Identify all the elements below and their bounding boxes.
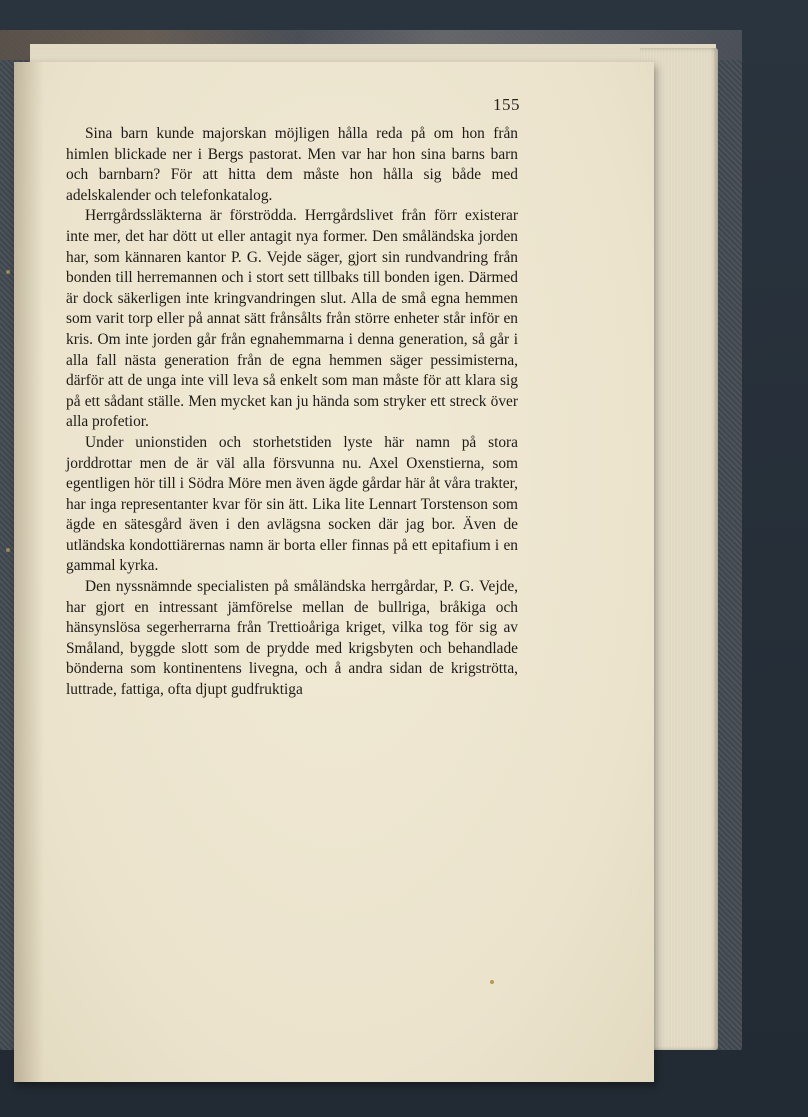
margin-mark <box>6 270 10 274</box>
page-number: 155 <box>493 95 520 114</box>
paragraph: Sina barn kunde majorskan möjligen hålla reda på om hon från himlen blickade ner i Bergs pastorat. Men var har hon sina barns barn och barnbarn? För att hitta dem måste hon hålla sig både med adelskalender och telefonkatalog. <box>66 125 518 204</box>
body-text <box>66 124 518 701</box>
paragraph: Den nyssnämnde specialisten på småländska herrgårdar, P. G. Vejde, har gjort en intressant jämförelse mellan de bullriga, bråkiga och hänsynslösa segerherrarna från Trettioåriga kriget, vilka tog för sig av Småland, byggde slott som de prydde med krigsbyten och behandlade bönderna som kontinentens livegna, och å andra sidan de krigströtta, luttrade, fattiga, ofta djupt gudfruktiga <box>66 578 518 699</box>
margin-mark <box>6 548 10 552</box>
paper-speck <box>490 980 494 984</box>
page-gutter-shadow <box>14 62 44 1082</box>
paragraph: Under unionstiden och storhetstiden lyste här namn på stora jorddrottar men de är väl alla försvunna nu. Axel Oxenstierna, som egentligen hör till i Södra Möre men även ägde gårdar här åt våra trakter, har inga representanter kvar för sin ätt. Lika lite Lennart Torstenson som ägde en sätesgård även i den avlägsna socken där jag bor. Även de utländska kondottiärernas namn är borta eller finnas på ett epitafium i en gammal kyrka. <box>66 433 518 575</box>
paragraph: Herrgårdssläkterna är förströdda. Herrgårdslivet från förr existerar inte mer, det har dött ut eller antagit nya former. Den småländska jorden har, som kännaren kantor P. G. Vejde säger, gjort sin rundvandring från bonden till herremannen och i stort sett tillbaks till bonden igen. Därmed är dock säkerligen inte kringvandringen slut. Alla de små egna hemmen som varit torp eller på annat sätt frånsålts från större enheter står inför en kris. Om inte jorden går från egnahemmarna i denna generation, så går i alla fall nästa generation från de egna hemmen säger pessimisterna, därför att de unga inte vill leva så enkelt som man måste för att klara sig på ett sådant ställe. Men mycket kan ju hända som stryker ett streck över alla profetior. <box>66 207 518 431</box>
